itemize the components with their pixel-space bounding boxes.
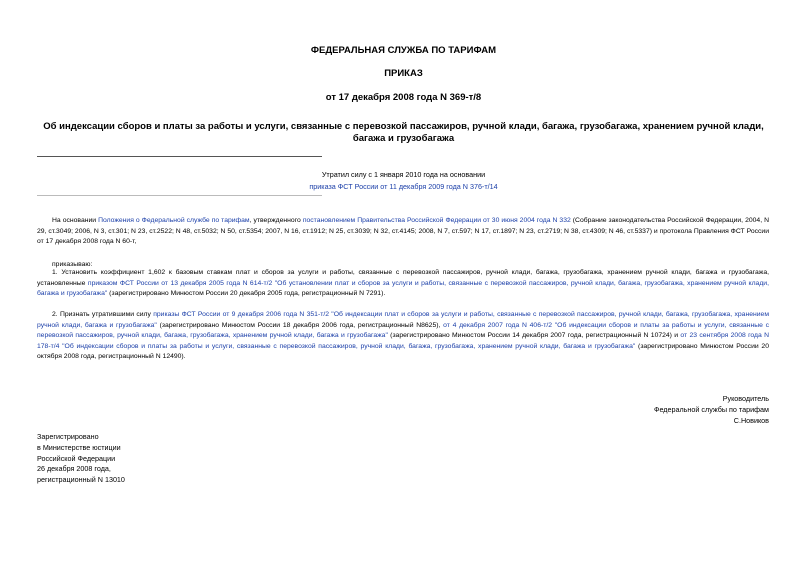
signature-role: Руководитель xyxy=(722,394,769,403)
lapsed-link[interactable]: приказа ФСТ России от 11 декабря 2009 года N 376-т/14 xyxy=(309,182,498,191)
registration-line-4: 26 декабря 2008 года, xyxy=(37,464,111,474)
order-406-link[interactable]: от 4 декабря 2007 года N 406-т/2 "Об индексации сборов и платы за работы и услуги, связанные с перевозкой пассажиров, ручной клади, багажа, грузобагажа, хранением ручной клади, багажа и грузобагажа" xyxy=(37,321,770,340)
preamble-text-1: На основании xyxy=(52,217,99,224)
doc-type-heading: ПРИКАЗ xyxy=(384,68,423,79)
signature-name: С.Новиков xyxy=(733,415,769,425)
item-1-text-2: (зарегистрировано Минюстом России 20 декабря 2005 года, регистрационный N 7291). xyxy=(107,290,386,298)
preamble-text-3: (Собрание законодательства Российской Федерации, 2004, N 29, ст.3049; 2006, N 3, ст.301; N 23, ст.2522; N 48, ст.5032; N 50, ст.5354; 2007, N 16, ст.1912; N 25, ст.3039; N 32, ст.4145; 2008, N 7, ст.597; N 17, ст.1897; N 23, ст.2719; N 38, ст.4309; N 46, ст.5337) и протокола Правления ФСТ России от 17 декабря 2008 года N 60-т, xyxy=(37,217,769,246)
order-word-text: приказываю: xyxy=(52,261,93,268)
lapsed-text: Утратил силу с 1 января 2010 года на основании xyxy=(321,170,486,179)
document-title: Об индексации сборов и платы за работы и услуги, связанные с перевозкой пассажиров, ручной клади, багажа, грузобагажа, хранением ручной клади, багажа и грузобагажа xyxy=(43,121,764,144)
divider-bottom xyxy=(37,195,322,196)
registration-line-2: в Министерстве юстиции xyxy=(37,442,121,452)
agency-heading: ФЕДЕРАЛЬНАЯ СЛУЖБА ПО ТАРИФАМ xyxy=(310,45,497,56)
date-number-heading: от 17 декабря 2008 года N 369-т/8 xyxy=(325,92,482,103)
item-2-text-3: (зарегистрировано Минюстом России 14 декабря 2007 года, регистрационный N 10724) и xyxy=(387,332,681,340)
item-1-paragraph xyxy=(37,268,769,300)
registration-block xyxy=(37,432,125,486)
registration-line-3: Российской Федерации xyxy=(37,453,116,463)
item-2-text-4: (зарегистрировано Минюстом России 20 октября 2008 года, регистрационный N 12490). xyxy=(37,342,769,361)
government-decree-link[interactable]: постановлением Правительства Российской Федерации от 30 июня 2004 года N 332 xyxy=(302,217,571,224)
order-351-link[interactable]: приказы ФСТ России от 9 декабря 2006 года N 351-т/2 "Об индексации плат и сборов за услуги и работы, связанные с перевозкой пассажиров, ручной клади, багажа, грузобагажа, хранением ручной клади, багажа и грузобагажа" xyxy=(37,311,769,329)
signature-org: Федеральной службы по тарифам xyxy=(654,404,769,414)
lapsed-notice xyxy=(0,169,807,193)
regulation-link[interactable]: Положения о Федеральной службе по тарифам xyxy=(98,217,250,224)
preamble-paragraph xyxy=(37,216,769,248)
registration-line-5: регистрационный N 13010 xyxy=(37,475,125,485)
item-2-text-1: 2. Признать утратившими силу xyxy=(52,311,154,318)
preamble-text-2: , утвержденного xyxy=(249,217,303,224)
item-2-text-2: (зарегистрировано Минюстом России 18 декабря 2006 года, регистрационный N8625), xyxy=(156,321,444,329)
item-2-paragraph xyxy=(37,310,769,363)
order-614-link[interactable]: приказом ФСТ России от 13 декабря 2005 года N 614-т/2 "Об установлении плат и сборов за услуги и работы, связанные с перевозкой пассажиров, ручной клади, багажа, грузобагажа, хранением ручной клади, багажа и грузобагажа" xyxy=(37,279,769,298)
signature-block xyxy=(654,394,769,426)
order-178-link[interactable]: от 23 сентября 2008 года N 178-т/4 "Об индексации сборов и платы за работы и услуги, связанные с перевозкой пассажиров, ручной клади, багажа, грузобагажа, хранением ручной клади, багажа и грузобагажа" xyxy=(37,332,770,350)
registration-line-1: Зарегистрировано xyxy=(37,432,99,441)
divider-top xyxy=(37,156,322,157)
item-1-text-1: 1. Установить коэффициент 1,602 к базовым ставкам плат и сборов за услуги и работы, связанные с перевозкой пассажиров, ручной клади, багажа, грузобагажа, хранением ручной клади, багажа и грузобагажа, установленные xyxy=(37,269,769,287)
